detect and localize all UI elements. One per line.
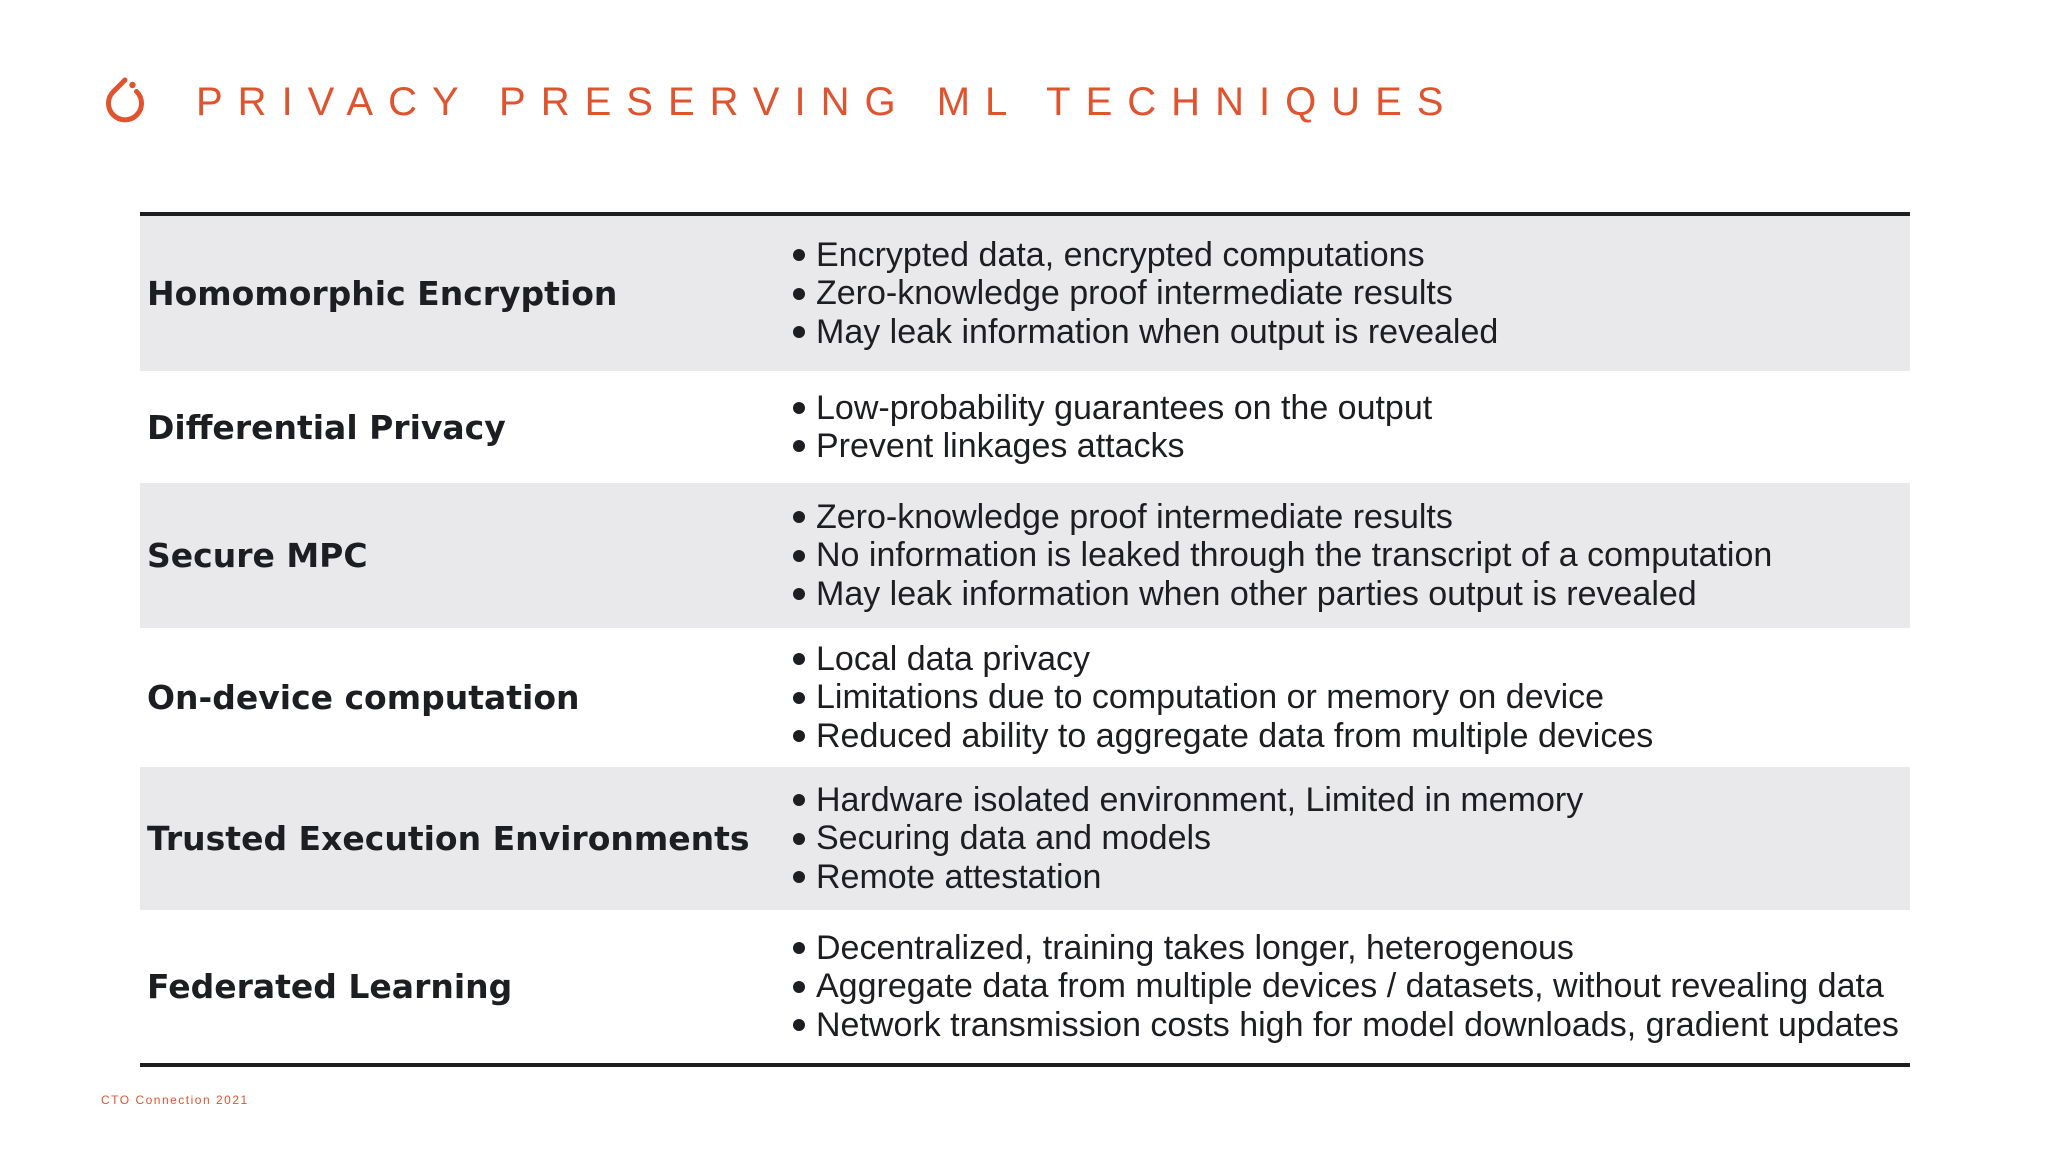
list-item [788, 536, 1772, 575]
list-item [788, 781, 1583, 820]
bullet-icon [793, 942, 805, 954]
bullet-text: Local data privacy [816, 639, 1091, 678]
bullet-list [788, 781, 1583, 897]
bullet-text: No information is leaked through the transcript of a computation [816, 536, 1773, 575]
bullet-text: Decentralized, training takes longer, heterogenous [816, 928, 1574, 967]
bullet-text: Securing data and models [816, 819, 1212, 858]
bullet-icon [793, 550, 805, 562]
bullet-icon [793, 249, 805, 261]
list-item [788, 717, 1653, 756]
list-item [788, 274, 1498, 313]
technique-name: Homomorphic Encryption [147, 274, 618, 313]
bullet-icon [793, 440, 805, 452]
bullet-list [788, 236, 1498, 352]
bullet-icon [793, 981, 805, 993]
list-item [788, 389, 1432, 428]
bullet-list [788, 929, 1899, 1045]
bullet-text: Prevent linkages attacks [816, 427, 1185, 465]
table-row [140, 910, 1910, 1063]
table-row [140, 371, 1910, 483]
list-item [788, 498, 1772, 537]
bullet-text: Zero-knowledge proof intermediate results [816, 274, 1453, 313]
technique-name: Secure MPC [147, 536, 368, 575]
bullet-icon [793, 692, 805, 704]
bullet-icon [793, 326, 805, 338]
bullet-text: May leak information when other parties output is revealed [816, 574, 1697, 613]
bullet-icon [793, 794, 805, 806]
bullet-icon [793, 653, 805, 665]
bullet-text: Remote attestation [816, 857, 1102, 896]
bullet-icon [793, 511, 805, 523]
bullet-icon [793, 288, 805, 300]
bullet-list [788, 389, 1432, 466]
bullet-list [788, 640, 1653, 756]
list-item [788, 575, 1772, 614]
list-item [788, 640, 1653, 679]
bullet-icon [793, 1019, 805, 1031]
bullet-list [788, 498, 1772, 614]
bullet-text: Zero-knowledge proof intermediate results [816, 497, 1453, 536]
list-item [788, 427, 1432, 466]
list-item [788, 967, 1899, 1006]
technique-name: Trusted Execution Environments [147, 819, 750, 858]
list-item [788, 929, 1899, 968]
bullet-text: Hardware isolated environment, Limited in memory [816, 780, 1584, 819]
table-row [140, 216, 1910, 371]
bullet-icon [793, 730, 805, 742]
footer-text: CTO Connection 2021 [101, 1093, 249, 1107]
bullet-text: Reduced ability to aggregate data from multiple devices [816, 716, 1654, 755]
list-item [788, 313, 1498, 352]
list-item [788, 236, 1498, 275]
bullet-text: Low-probability guarantees on the output [816, 388, 1433, 427]
technique-name: On-device computation [147, 678, 580, 717]
bullet-icon [793, 402, 805, 414]
bullet-icon [793, 833, 805, 845]
bullet-text: Aggregate data from multiple devices / datasets, without revealing data [816, 967, 1884, 1006]
techniques-table [140, 212, 1910, 1067]
bullet-text: Limitations due to computation or memory on device [816, 678, 1605, 717]
bullet-icon [793, 871, 805, 883]
list-item [788, 1006, 1899, 1045]
bullet-text: Network transmission costs high for model downloads, gradient updates [816, 1005, 1899, 1044]
bullet-icon [793, 588, 805, 600]
table-row [140, 483, 1910, 628]
slide-title: PRIVACY PRESERVING ML TECHNIQUES [196, 80, 1459, 124]
bullet-text: May leak information when output is revealed [816, 312, 1499, 351]
bullet-text: Encrypted data, encrypted computations [816, 235, 1425, 274]
list-item [788, 819, 1583, 858]
list-item [788, 678, 1653, 717]
table-row [140, 767, 1910, 910]
table-row [140, 628, 1910, 767]
technique-name: Differential Privacy [147, 407, 506, 447]
list-item [788, 858, 1583, 897]
technique-name: Federated Learning [147, 967, 513, 1006]
pytorch-flame-icon [101, 74, 149, 134]
